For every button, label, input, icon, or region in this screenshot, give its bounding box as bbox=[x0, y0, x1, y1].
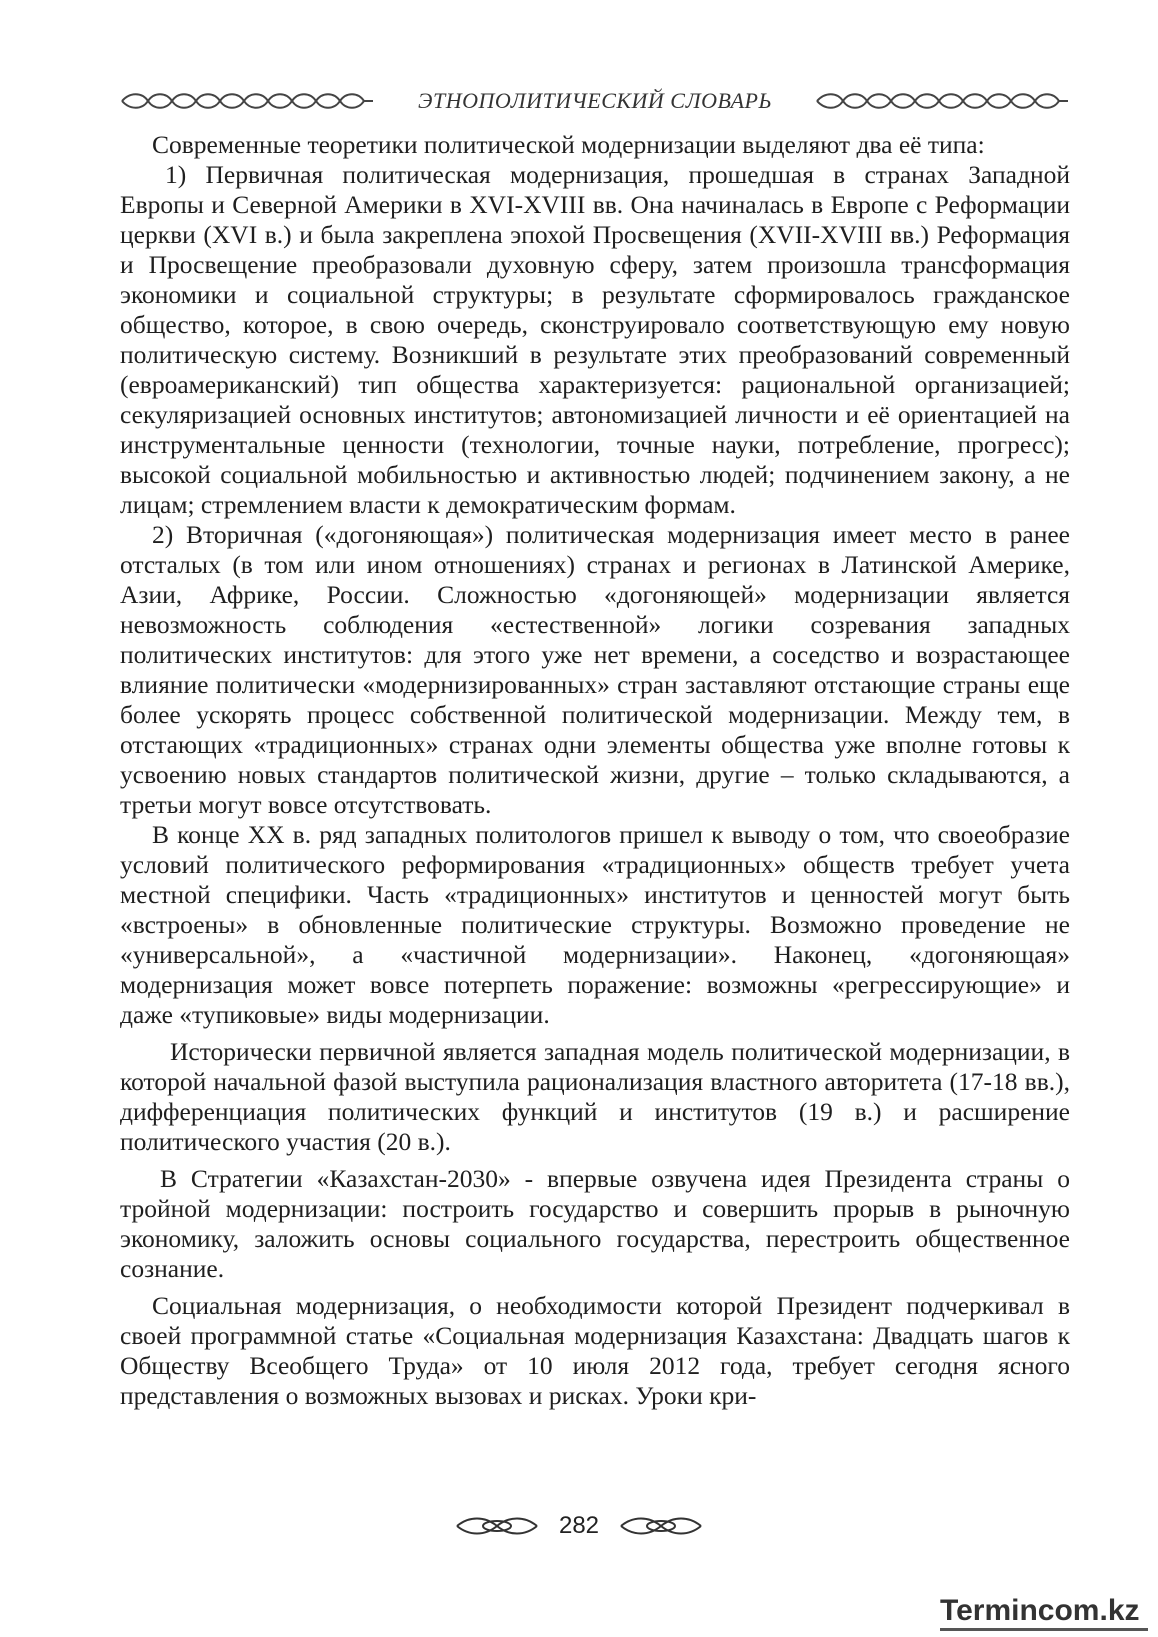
paragraph-social-modernization: Социальная модернизация, о необходимости которой Президент подчеркивал в своей программной статье «Социальная модернизация Казахстана: Двадцать шагов к Обществу Всеобщего Труда» от 10 июля 2012 года, требует сегодня ясного представления о возможных вызовах и рисках. Уроки кри- bbox=[120, 1291, 1070, 1410]
paragraph-kazakhstan-2030: В Стратегии «Казахстан-2030» - впервые озвучена идея Президента страны о тройной модернизации: построить государство и совершить прорыв в рыночную экономику, заложить основы социального государства, перестроить общественное сознание. bbox=[120, 1164, 1070, 1283]
footer-ornament-right-icon bbox=[619, 1515, 703, 1537]
running-header bbox=[120, 86, 1070, 116]
paragraph-secondary-modernization: 2) Вторичная («догоняющая») политическая модернизация имеет место в ранее отсталых (в том или ином отношениях) странах и регионах в Латинской Америке, Азии, Африке, России. Сложностью «догоняющей» модернизации является невозможность соблюдения «естественной» логики созревания западных политических институтов: для этого уже нет времени, а соседство и возрастающее влияние политически «модернизированных» стран заставляют отстающие страны еще более ускорять процесс собственной политической модернизации. Между тем, в отстающих «традиционных» странах одни элементы общества уже вполне готовы к усвоению новых стандартов политической жизни, другие – только складываются, а третьи могут вовсе отсутствовать. bbox=[120, 520, 1070, 819]
page-number: 282 bbox=[558, 1512, 600, 1539]
watermark-text: Termincom.kz bbox=[940, 1594, 1140, 1627]
ornament-left-icon bbox=[120, 90, 375, 112]
footer-ornament-left-icon bbox=[455, 1515, 539, 1537]
paragraph-primary-modernization: 1) Первичная политическая модернизация, прошедшая в странах Западной Европы и Северной Америки в XVI-XVIII вв. Она начиналась в Европе с Реформации церкви (XVI в.) и была закреплена эпохой Просвещения (XVII-XVIII вв.) Реформация и Просвещение преобразовали духовную сферу, затем произошла трансформация экономики и социальной структуры; в результате сформировалось гражданское общество, которое, в свою очередь, сконструировало соответствующую ему новую политическую систему. Возникший в результате этих преобразований современный (евроамериканский) тип общества характеризуется: рациональной организацией; секуляризацией основных институтов; автономизацией личности и её ориентацией на инструментальные ценности (технологии, точные науки, потребление, прогресс); высокой социальной мобильностью и активностью людей; подчинением закону, а не лицам; стремлением власти к демократическим формам. bbox=[120, 160, 1070, 519]
paragraph-western-model: Исторически первичной является западная модель политической модернизации, в которой начальной фазой выступила рационализация властного авторитета (17-18 вв.), дифференциация политических функций и институтов (19 в.) и расширение политического участия (20 в.). bbox=[120, 1037, 1070, 1156]
ornament-right-icon bbox=[815, 90, 1070, 112]
header-title: ЭТНОПОЛИТИЧЕСКИЙ СЛОВАРЬ bbox=[418, 88, 772, 113]
article-body bbox=[120, 130, 1070, 1411]
page-footer bbox=[0, 1508, 1158, 1544]
paragraph-western-views: В конце XX в. ряд западных политологов пришел к выводу о том, что своеобразие условий политического реформирования «традиционных» обществ требует учета местной специфики. Часть «традиционных» институтов и ценностей могут быть «встроены» в обновленные политические структуры. Возможно проведение не «универсальной», а «частичной модернизации». Наконец, «догоняющая» модернизация может вовсе потерпеть поражение: возможны «регрессирующие» и даже «тупиковые» виды модернизации. bbox=[120, 820, 1070, 1029]
paragraph-intro: Современные теоретики политической модернизации выделяют два её типа: bbox=[152, 130, 985, 159]
watermark-logo bbox=[940, 1586, 1148, 1631]
